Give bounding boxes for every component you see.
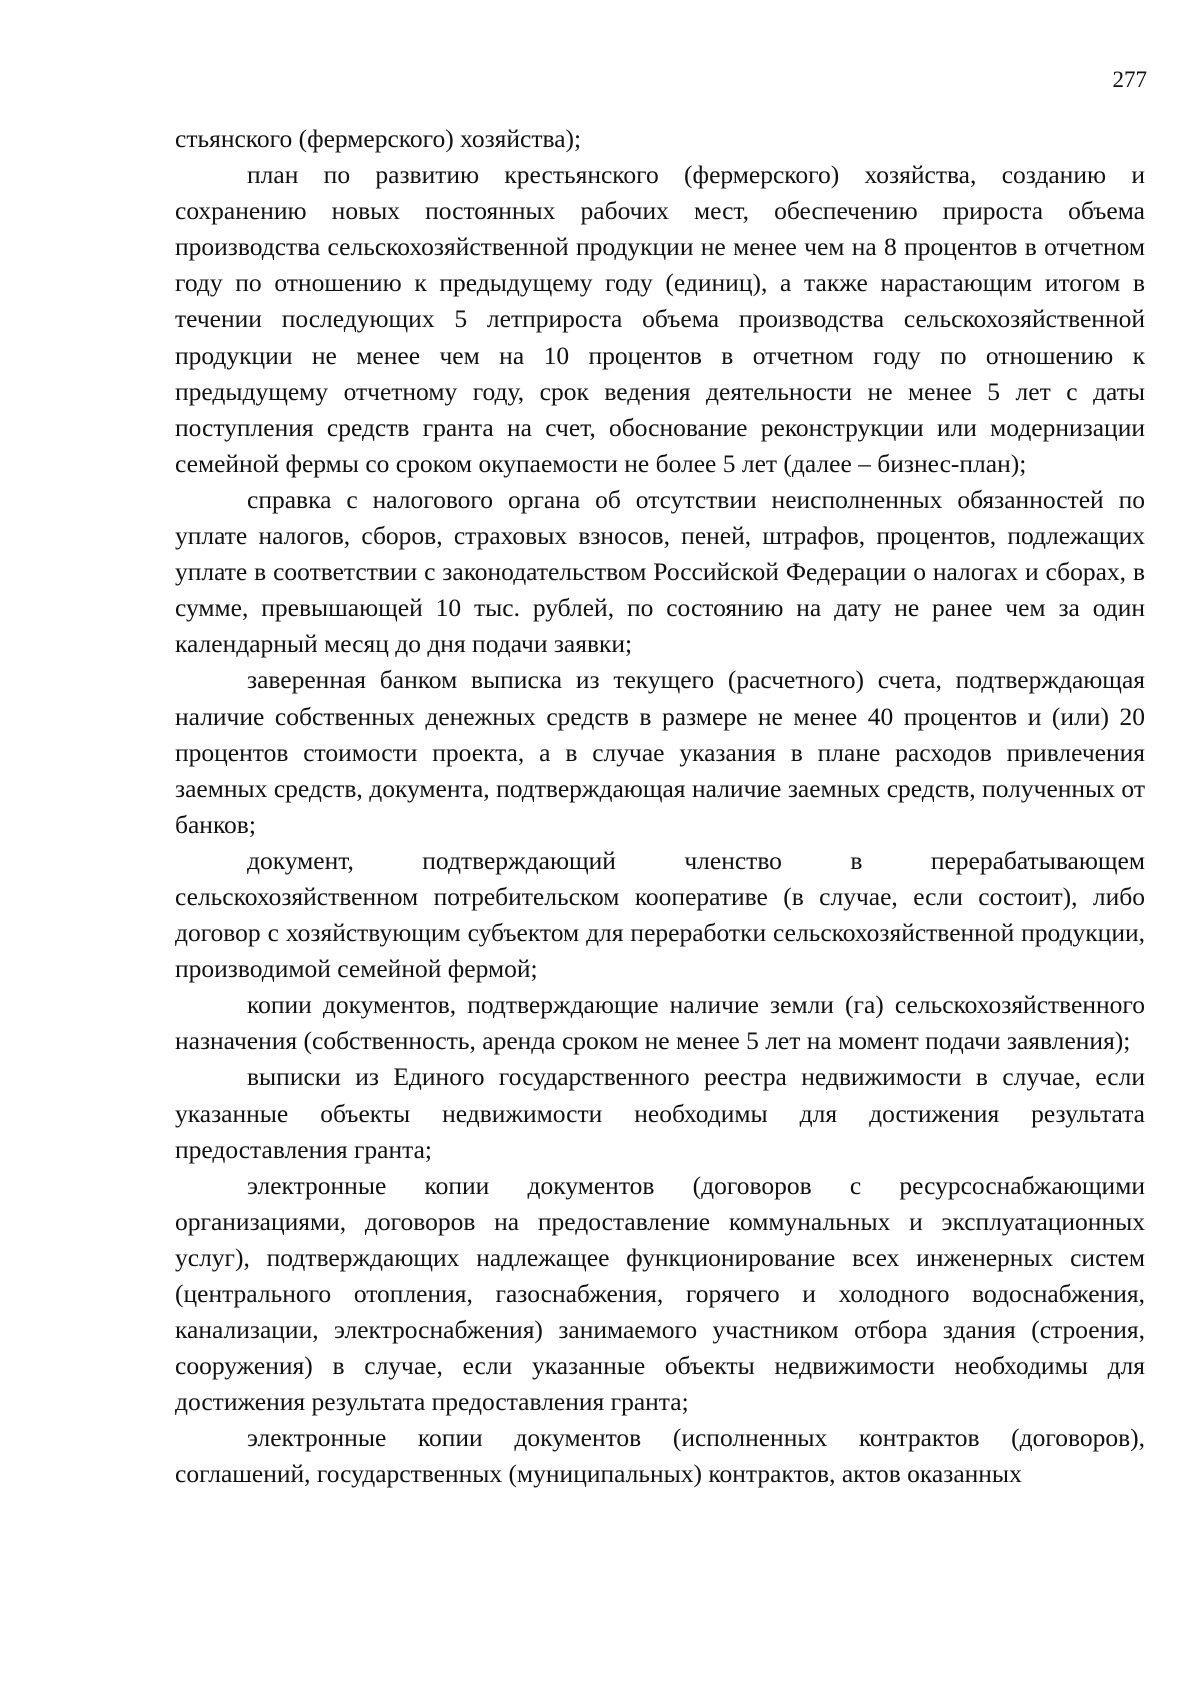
paragraph: справка с налогового органа об отсутствии неисполненных обязанностей по уплате налогов, сборов, страховых взносов, пеней, штрафов, процентов, подлежащих уплате в соответствии с законодательством Российской Федерации о налогах и сборах, в сумме, превышающей 10 тыс. рублей, по состоянию на дату не ранее чем за один календарный месяц до дня подачи заявки; [175, 484, 1145, 659]
document-body [175, 121, 1145, 1493]
paragraph: документ, подтверждающий членство в перерабатывающем сельскохозяйственном потребительском кооперативе (в случае, если состоит), либо договор с хозяйствующим субъектом для переработки сельскохозяйственной продукции, производимой семейной фермой; [175, 845, 1145, 984]
paragraph: электронные копии документов (исполненных контрактов (договоров), соглашений, государственных (муниципальных) контрактов, актов оказанных [175, 1423, 1145, 1489]
paragraph: план по развитию крестьянского (фермерского) хозяйства, созданию и сохранению новых постоянных рабочих мест, обеспечению прироста объема производства сельскохозяйственной продукции не менее чем на 8 процентов в отчетном году по отношению к предыдущему году (единиц), а также нарастающим итогом в течении последующих 5 летприроста объема производства сельскохозяйственной продукции не менее чем на 10 процентов в отчетном году по отношению к предыдущему отчетному году, срок ведения деятельности не менее 5 лет с даты поступления средств гранта на счет, обоснование реконструкции или модернизации семейной фермы со сроком окупаемости не более 5 лет (далее – бизнес-план); [175, 160, 1145, 478]
paragraph: стьянского (фермерского) хозяйства); [175, 124, 582, 153]
paragraph: электронные копии документов (договоров с ресурсоснабжающими организациями, договоров на предоставление коммунальных и эксплуатационных услуг), подтверждающих надлежащее функционирование всех инженерных систем (центрального отопления, газоснабжения, горячего и холодного водоснабжения, канализации, электроснабжения) занимаемого участником отбора здания (строения, сооружения) в случае, если указанные объекты недвижимости необходимы для достижения результата предоставления гранта; [175, 1170, 1145, 1417]
paragraph: заверенная банком выписка из текущего (расчетного) счета, подтверждающая наличие собственных денежных средств в размере не менее 40 процентов и (или) 20 процентов стоимости проекта, а в случае указания в плане расходов привлечения заемных средств, документа, подтверждающая наличие заемных средств, полученных от банков; [175, 665, 1145, 839]
page-number: 277 [1112, 67, 1147, 92]
paragraph: копии документов, подтверждающие наличие земли (га) сельскохозяйственного назначения (собственность, аренда сроком не менее 5 лет на момент подачи заявления); [175, 990, 1145, 1056]
paragraph: выписки из Единого государственного реестра недвижимости в случае, если указанные объекты недвижимости необходимы для достижения результата предоставления гранта; [175, 1062, 1145, 1164]
